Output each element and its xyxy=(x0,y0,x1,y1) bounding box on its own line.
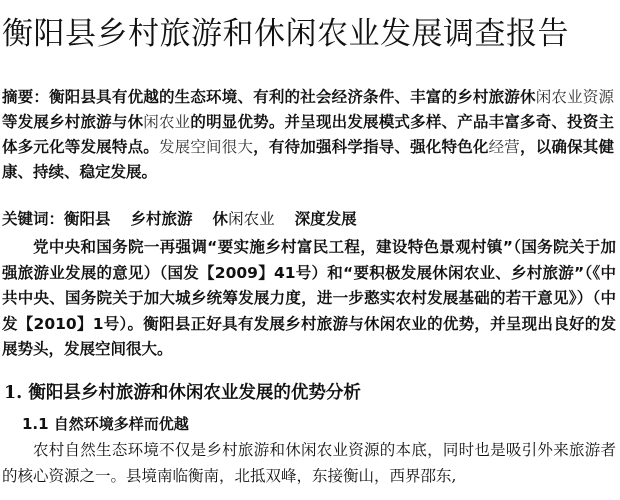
abstract-text-3: 等发展乡村旅游与休 xyxy=(2,113,144,131)
abstract-paragraph xyxy=(2,85,614,185)
abstract-text-9: ，以确保其健康、持续、稳定发展。 xyxy=(2,138,614,181)
abstract-label: 摘要： xyxy=(2,88,50,106)
keyword-text-light: 闲农业 xyxy=(228,210,275,228)
document-title: 衡阳县乡村旅游和休闲农业发展调查报告 xyxy=(2,16,569,52)
subsection-heading: 1.1 自然环境多样而优越 xyxy=(22,415,189,433)
keyword-item xyxy=(64,210,111,228)
abstract-text-6: 发展空间很大 xyxy=(158,138,254,156)
intro-paragraph: 党中央和国务院一再强调“要实施乡村富民工程，建设特色景观村镇”（国务院关于加强旅游业发展的意见）（国发【2009】41号）和“要积极发展休闲农业、乡村旅游”（《中共中央、国务院关于加大城乡统筹发展力度，进一步憨实农村发展基础的若干意见》）（中发【2010】1号）。衡阳县正好具有发展乡村旅游与休闲农业的优势，并呈现出良好的发展势头，发展空间很大。 xyxy=(2,238,616,358)
keyword-item xyxy=(131,210,193,228)
keyword-text: 衡阳县 xyxy=(64,210,111,228)
keywords-line xyxy=(2,207,357,232)
keyword-text: 休 xyxy=(212,210,229,228)
abstract-text-1: 衡阳县具有优越的生态环境、有利的社会经济条件、丰富的乡村旅游休 xyxy=(49,88,536,106)
keyword-item xyxy=(213,210,275,228)
abstract-text-5: 的明显优势。并呈现出发展模式多样、产品丰富多奇、投资主体多元化等发展特点。 xyxy=(2,113,614,156)
keywords-label: 关键词： xyxy=(2,210,65,228)
keyword-text: 深度发展 xyxy=(294,210,357,228)
body-paragraph: 农村自然生态环境不仅是乡村旅游和休闲农业资源的本底，同时也是吸引外来旅游者的核心资源之一。县境南临衡南，北抵双峰，东接衡山，西界邵东, xyxy=(2,441,616,485)
section-heading: 1. 衡阳县乡村旅游和休闲农业发展的优势分析 xyxy=(4,383,361,403)
keyword-text: 乡村旅游 xyxy=(130,210,193,228)
abstract-text-7: ，有待加强科学指导、强化特色化 xyxy=(253,138,489,156)
keyword-item xyxy=(295,210,357,228)
abstract-text-4: 闲农业 xyxy=(143,113,191,131)
abstract-text-2: 闲农业资源 xyxy=(535,88,614,106)
abstract-text-8: 经营 xyxy=(488,138,520,156)
